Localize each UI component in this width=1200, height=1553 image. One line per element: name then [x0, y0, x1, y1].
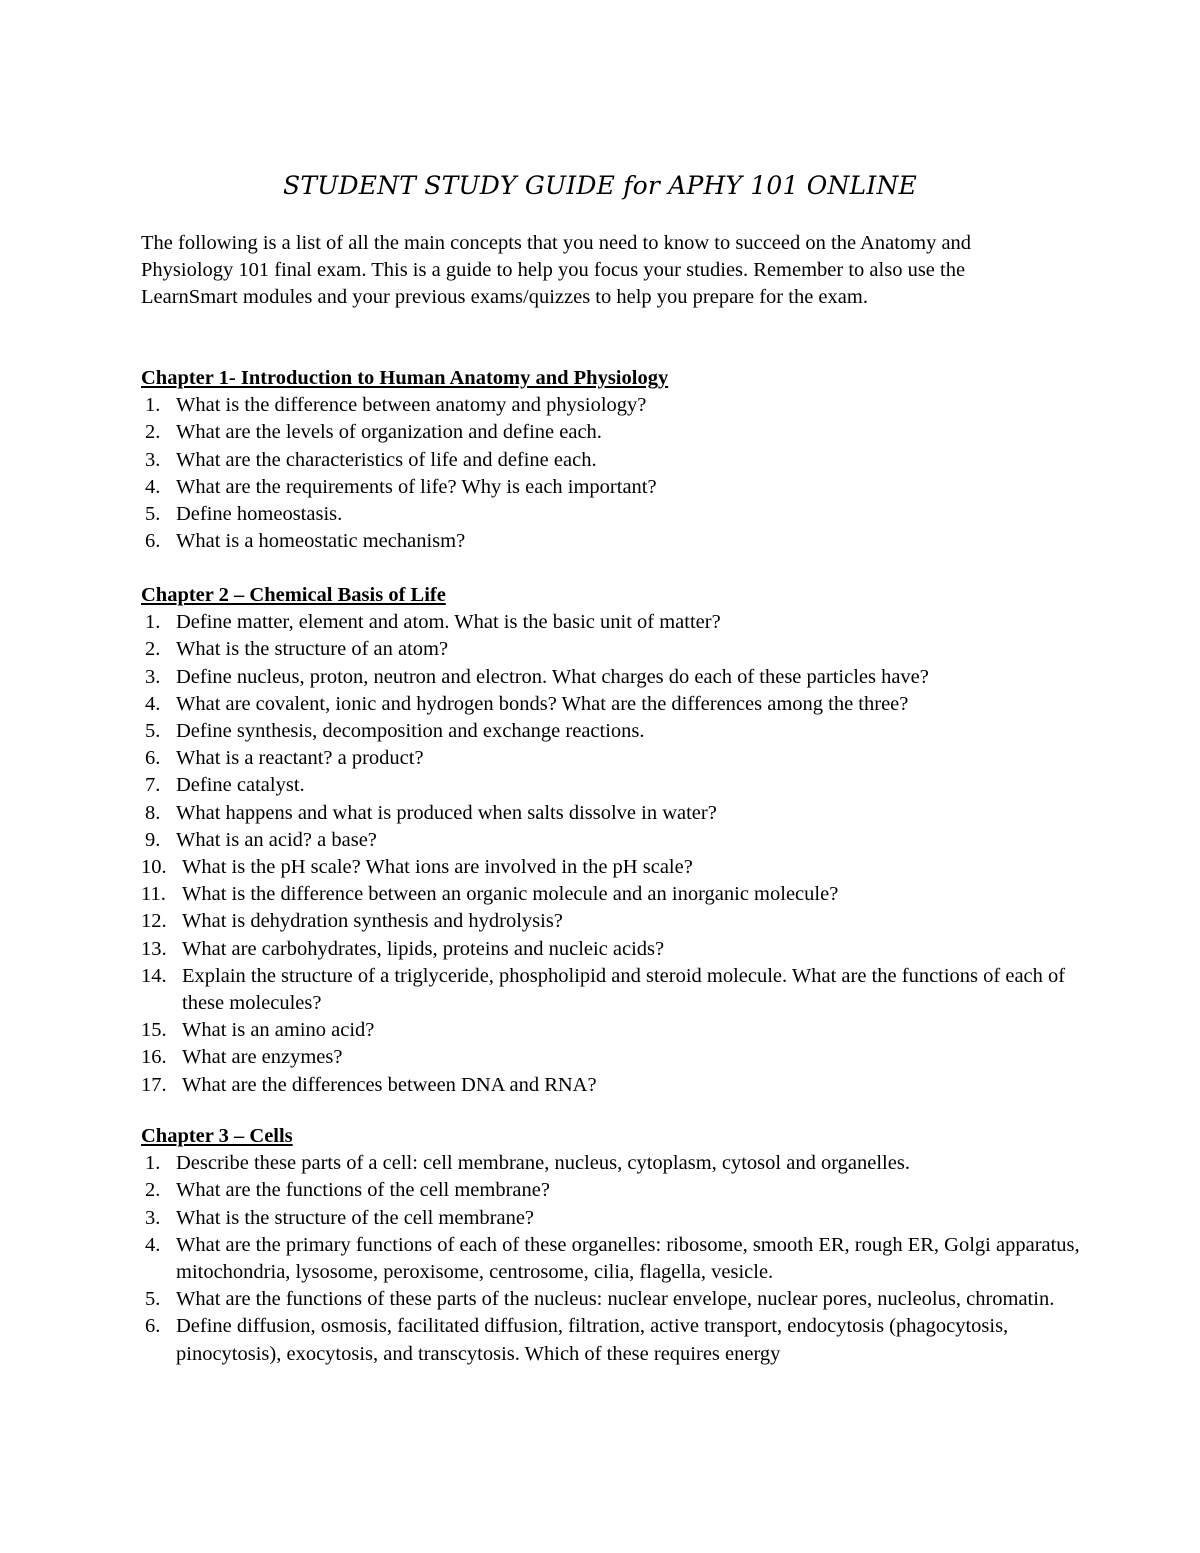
question-text: What is an amino acid?: [182, 1019, 375, 1042]
question-text: What is the structure of the cell membrane?: [176, 1206, 535, 1229]
question-text: What are covalent, ionic and hydrogen bonds? What are the differences among the three?: [176, 692, 909, 715]
question-item: [141, 419, 1101, 446]
question-text: What is the difference between an organic molecule and an inorganic molecule?: [182, 883, 839, 906]
question-text: Define nucleus, proton, neutron and electron. What charges do each of these particles have?: [176, 665, 929, 688]
question-number: 5.: [145, 720, 161, 743]
intro-paragraph: The following is a list of all the main concepts that you need to know to succeed on the Anatomy and Physiology 101 final exam. This is a guide to help you focus your studies. Remember to also use the LearnSmart modules and your previous exams/quizzes to help you prepare for the exam.: [141, 232, 972, 309]
question-text: What are the levels of organization and define each.: [176, 421, 602, 444]
question-item: [141, 392, 1101, 419]
question-item: [141, 718, 1101, 745]
question-number: 1.: [145, 394, 161, 417]
question-text: What are the functions of the cell membrane?: [176, 1179, 550, 1202]
question-text: Explain the structure of a triglyceride, phospholipid and steroid molecule. What are the functions of each of these molecules?: [182, 964, 1066, 1015]
question-text: Define catalyst.: [176, 774, 305, 797]
question-number: 9.: [145, 828, 161, 851]
question-text: Define diffusion, osmosis, facilitated diffusion, filtration, active transport, endocytosis (phagocytosis, pinocytosis), exocytosis, and transcytosis. Which of these requires energy: [176, 1315, 1009, 1365]
question-text: What is the difference between anatomy and physiology?: [176, 394, 647, 417]
question-text: Describe these parts of a cell: cell membrane, nucleus, cytoplasm, cytosol and organelles.: [176, 1152, 910, 1175]
question-item: [141, 1044, 1101, 1071]
chapter-2-section: [141, 582, 1101, 1099]
question-text: What is the structure of an atom?: [176, 638, 449, 661]
question-text: What are the requirements of life? Why is each important?: [176, 475, 657, 498]
question-item: [141, 609, 1101, 636]
question-item: [141, 664, 1101, 691]
question-item: [141, 1177, 1101, 1204]
question-number: 4.: [145, 475, 161, 498]
question-text: What are the characteristics of life and define each.: [176, 448, 597, 471]
question-item: [141, 636, 1101, 663]
question-text: What are the primary functions of each of these organelles: ribosome, smooth ER, rough ER, Golgi apparatus, mitochondria, lysosome, peroxisome, centrosome, cilia, flagella, vesicle.: [176, 1233, 1080, 1284]
question-item: [141, 1232, 1101, 1286]
question-number: 5.: [145, 503, 161, 526]
question-text: Define homeostasis.: [176, 503, 343, 526]
question-number: 6.: [145, 1315, 161, 1338]
question-number: 15.: [141, 1019, 167, 1042]
question-item: [141, 1072, 1101, 1099]
question-text: What is a homeostatic mechanism?: [176, 530, 466, 553]
question-item: [141, 908, 1101, 935]
question-item: [141, 936, 1101, 963]
question-number: 13.: [141, 937, 167, 960]
question-number: 4.: [145, 1233, 161, 1256]
question-number: 6.: [145, 530, 161, 553]
question-number: 2.: [145, 421, 161, 444]
question-item: [141, 772, 1101, 799]
question-text: What are the functions of these parts of the nucleus: nuclear envelope, nuclear pores, nucleolus, chromatin.: [176, 1288, 1055, 1311]
question-number: 2.: [145, 638, 161, 661]
question-item: [141, 447, 1101, 474]
chapter-3-section: [141, 1123, 1101, 1368]
question-item: [141, 881, 1101, 908]
question-item: [141, 501, 1101, 528]
question-text: What are the differences between DNA and RNA?: [182, 1073, 597, 1096]
chapter-heading: Chapter 1- Introduction to Human Anatomy and Physiology: [141, 367, 669, 389]
question-item: [141, 1286, 1101, 1313]
question-item: [141, 1205, 1101, 1232]
question-item: [141, 1313, 1101, 1367]
question-text: What is the pH scale? What ions are involved in the pH scale?: [182, 856, 693, 879]
question-item: [141, 474, 1101, 501]
question-number: 2.: [145, 1179, 161, 1202]
question-number: 5.: [145, 1288, 161, 1311]
question-item: [141, 745, 1101, 772]
question-number: 14.: [141, 964, 167, 987]
question-text: What is a reactant? a product?: [176, 747, 424, 770]
question-number: 11.: [141, 883, 166, 906]
question-text: Define synthesis, decomposition and exchange reactions.: [176, 720, 645, 743]
chapter-heading: Chapter 3 – Cells: [141, 1125, 293, 1147]
question-item: [141, 691, 1101, 718]
question-item: [141, 963, 1101, 1017]
question-number: 8.: [145, 801, 161, 824]
question-text: Define matter, element and atom. What is the basic unit of matter?: [176, 611, 721, 634]
question-item: [141, 1150, 1101, 1177]
document-title: STUDENT STUDY GUIDE for APHY 101 ONLINE: [283, 171, 917, 200]
question-number: 3.: [145, 665, 161, 688]
question-text: What happens and what is produced when salts dissolve in water?: [176, 801, 717, 824]
question-item: [141, 1017, 1101, 1044]
question-number: 6.: [145, 747, 161, 770]
question-number: 16.: [141, 1046, 167, 1069]
question-number: 1.: [145, 611, 161, 634]
question-text: What is an acid? a base?: [176, 828, 377, 851]
question-number: 1.: [145, 1152, 161, 1175]
chapter-heading: Chapter 2 – Chemical Basis of Life: [141, 584, 446, 606]
question-item: [141, 528, 1101, 555]
question-item: [141, 827, 1101, 854]
question-item: [141, 854, 1101, 881]
question-number: 4.: [145, 692, 161, 715]
question-text: What is dehydration synthesis and hydrolysis?: [182, 910, 563, 933]
chapter-1-section: [141, 365, 1101, 555]
question-number: 10.: [141, 856, 167, 879]
question-number: 12.: [141, 910, 167, 933]
question-text: What are carbohydrates, lipids, proteins and nucleic acids?: [182, 937, 665, 960]
question-number: 3.: [145, 1206, 161, 1229]
question-text: What are enzymes?: [182, 1046, 343, 1069]
question-number: 3.: [145, 448, 161, 471]
question-number: 17.: [141, 1073, 167, 1096]
question-item: [141, 800, 1101, 827]
question-number: 7.: [145, 774, 161, 797]
